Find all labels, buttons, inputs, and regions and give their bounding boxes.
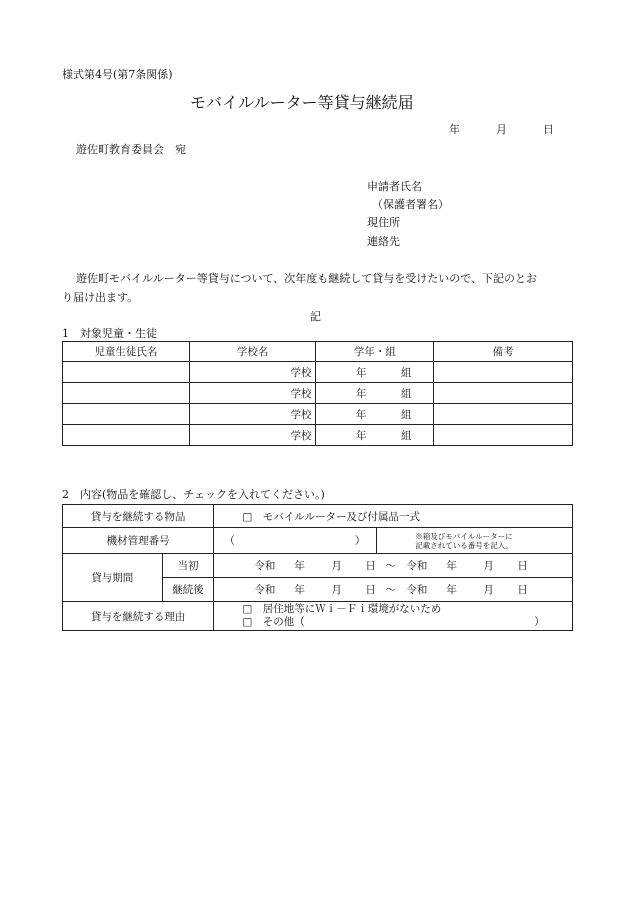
serial-note-line-2: 記載されている番号を記入。 xyxy=(415,540,513,550)
grade-class-cell[interactable] xyxy=(316,425,434,446)
remarks-cell[interactable] xyxy=(434,404,573,425)
contact-label: 連絡先 xyxy=(367,235,400,248)
reiwa-label: 令和 xyxy=(406,560,428,572)
student-name-cell[interactable] xyxy=(63,404,190,425)
table-row xyxy=(63,362,573,383)
year-label: 年 xyxy=(294,560,305,572)
year-label: 年 xyxy=(446,560,457,572)
school-cell[interactable]: 学校 xyxy=(189,404,316,425)
page-title: モバイルルーター等貸与継続届 xyxy=(190,93,414,112)
grade-nen: 年 xyxy=(355,408,367,421)
serial-note-line-1: ※箱及びモバイルルーターに xyxy=(415,531,513,541)
initial-period-field[interactable] xyxy=(214,554,573,578)
remarks-cell[interactable] xyxy=(434,362,573,383)
day-label: 日 xyxy=(365,560,376,572)
students-table xyxy=(62,341,573,446)
month-label: 月 xyxy=(483,584,494,596)
grade-kumi: 組 xyxy=(400,408,412,421)
date-month: 月 xyxy=(496,123,507,136)
body-text-line-2: り届け出ます。 xyxy=(62,291,139,304)
table-row xyxy=(63,383,573,404)
reason-options xyxy=(214,602,573,631)
serial-number-field[interactable] xyxy=(214,528,377,554)
student-name-cell[interactable] xyxy=(63,425,190,446)
grade-kumi: 組 xyxy=(400,387,412,400)
reason-label: 貸与を継続する理由 xyxy=(63,602,214,631)
students-table-header xyxy=(63,342,573,362)
year-label: 年 xyxy=(446,584,457,596)
header-student-name: 児童生徒氏名 xyxy=(63,342,190,362)
tilde: ～ xyxy=(385,584,396,596)
continued-label: 継続後 xyxy=(162,578,214,602)
student-name-cell[interactable] xyxy=(63,362,190,383)
school-cell[interactable]: 学校 xyxy=(189,425,316,446)
items-label: 貸与を継続する物品 xyxy=(63,505,214,528)
continued-period-field[interactable] xyxy=(214,578,573,602)
reason-row xyxy=(63,602,573,631)
header-remarks: 備考 xyxy=(434,342,573,362)
table-row xyxy=(63,404,573,425)
reiwa-label: 令和 xyxy=(254,584,276,596)
contents-table xyxy=(62,504,573,631)
guardian-signature-label: （保護者署名） xyxy=(372,198,449,211)
initial-label: 当初 xyxy=(162,554,214,578)
table-row xyxy=(63,425,573,446)
reiwa-label: 令和 xyxy=(406,584,428,596)
serial-close-paren: ） xyxy=(354,535,366,547)
header-school-name: 学校名 xyxy=(189,342,316,362)
remarks-cell[interactable] xyxy=(434,383,573,404)
grade-kumi: 組 xyxy=(400,366,412,379)
section1-heading: 1 対象児童・生徒 xyxy=(62,327,157,340)
month-label: 月 xyxy=(483,560,494,572)
period-initial-row xyxy=(63,554,573,578)
period-label: 貸与期間 xyxy=(63,554,163,602)
section2-heading: 2 内容(物品を確認し、チェックを入れてください。) xyxy=(62,488,325,501)
grade-nen: 年 xyxy=(355,387,367,400)
address-label: 現住所 xyxy=(367,216,400,229)
ki-label: 記 xyxy=(310,310,321,323)
addressee: 遊佐町教育委員会 宛 xyxy=(76,143,186,156)
grade-class-cell[interactable] xyxy=(316,362,434,383)
year-label: 年 xyxy=(294,584,305,596)
tilde: ～ xyxy=(385,560,396,572)
reiwa-label: 令和 xyxy=(254,560,276,572)
grade-kumi: 組 xyxy=(400,429,412,442)
day-label: 日 xyxy=(517,584,528,596)
serial-note xyxy=(377,528,573,554)
grade-class-cell[interactable] xyxy=(316,404,434,425)
grade-nen: 年 xyxy=(355,366,367,379)
day-label: 日 xyxy=(365,584,376,596)
serial-label: 機材管理番号 xyxy=(63,528,214,554)
body-text-line-1: 遊佐町モバイルルーター等貸与について、次年度も継続して貸与を受けたいので、下記のとお xyxy=(76,272,538,285)
school-cell[interactable]: 学校 xyxy=(189,383,316,404)
grade-class-cell[interactable] xyxy=(316,383,434,404)
date-day: 日 xyxy=(543,123,554,136)
form-number: 様式第4号(第7条関係) xyxy=(62,68,173,81)
header-grade-class: 学年・組 xyxy=(316,342,434,362)
reason-other-close-paren: ） xyxy=(534,616,545,628)
applicant-name-label: 申請者氏名 xyxy=(367,180,422,193)
month-label: 月 xyxy=(331,584,342,596)
grade-nen: 年 xyxy=(355,429,367,442)
reason-checkbox-no-wifi[interactable]: □ 居住地等にＷｉ－Ｆｉ環境がないため xyxy=(242,603,442,615)
remarks-cell[interactable] xyxy=(434,425,573,446)
serial-open-paren: （ xyxy=(224,535,235,547)
items-row xyxy=(63,505,573,528)
day-label: 日 xyxy=(517,560,528,572)
date-year: 年 xyxy=(449,123,460,136)
school-cell[interactable]: 学校 xyxy=(189,362,316,383)
reason-other-label: □ その他（ xyxy=(242,616,305,628)
reason-checkbox-other[interactable] xyxy=(242,616,572,629)
items-checkbox[interactable]: □ モバイルルーター及び付属品一式 xyxy=(214,505,573,528)
month-label: 月 xyxy=(331,560,342,572)
student-name-cell[interactable] xyxy=(63,383,190,404)
serial-row xyxy=(63,528,573,554)
